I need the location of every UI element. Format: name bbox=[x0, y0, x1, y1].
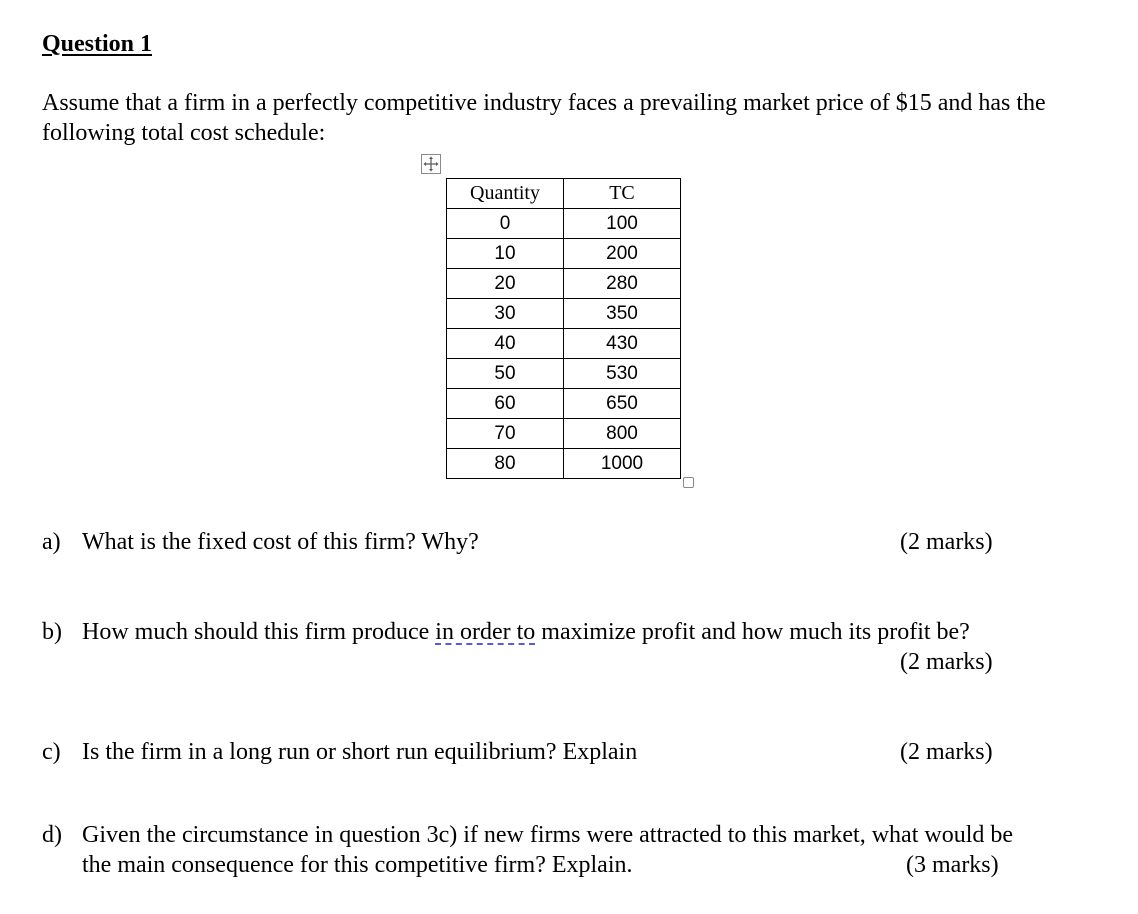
grammar-flag[interactable]: in order to bbox=[435, 619, 536, 645]
table-row bbox=[447, 389, 681, 419]
question-c-text: Is the firm in a long run or short run equilibrium? Explain bbox=[82, 739, 638, 765]
question-a-letter: a) bbox=[42, 529, 61, 555]
table-row bbox=[447, 419, 681, 449]
table-header-row bbox=[447, 179, 681, 209]
table-row bbox=[447, 269, 681, 299]
question-d-line1: Given the circumstance in question 3c) if new firms were attracted to this market, what would be bbox=[82, 822, 1014, 848]
quantity-cell: 10 bbox=[447, 239, 564, 269]
tc-cell: 650 bbox=[564, 389, 681, 419]
page-title: Question 1 bbox=[42, 31, 153, 57]
question-d-letter: d) bbox=[42, 822, 62, 848]
tc-cell: 280 bbox=[564, 269, 681, 299]
cost-table bbox=[446, 178, 681, 479]
table-row bbox=[447, 329, 681, 359]
question-c-marks: (2 marks) bbox=[900, 739, 993, 765]
tc-cell: 200 bbox=[564, 239, 681, 269]
question-d-line2: the main consequence for this competitive firm? Explain. bbox=[82, 852, 633, 878]
tc-cell: 1000 bbox=[564, 449, 681, 479]
header-quantity: Quantity bbox=[447, 179, 564, 209]
quantity-cell: 70 bbox=[447, 419, 564, 449]
table-row bbox=[447, 449, 681, 479]
question-c-letter: c) bbox=[42, 739, 61, 765]
quantity-cell: 80 bbox=[447, 449, 564, 479]
question-d-marks: (3 marks) bbox=[906, 852, 999, 878]
table-row bbox=[447, 299, 681, 329]
intro-paragraph: Assume that a firm in a perfectly competitive industry faces a prevailing market price of $15 and has the following total cost schedule: bbox=[42, 90, 1046, 146]
question-a-marks: (2 marks) bbox=[900, 529, 993, 555]
question-b-letter: b) bbox=[42, 619, 62, 645]
tc-cell: 100 bbox=[564, 209, 681, 239]
question-b-marks: (2 marks) bbox=[900, 649, 993, 675]
quantity-cell: 50 bbox=[447, 359, 564, 389]
resize-square-icon[interactable] bbox=[683, 477, 694, 488]
table-row bbox=[447, 209, 681, 239]
tc-cell: 530 bbox=[564, 359, 681, 389]
tc-cell: 800 bbox=[564, 419, 681, 449]
quantity-cell: 60 bbox=[447, 389, 564, 419]
move-arrows-icon[interactable] bbox=[421, 154, 441, 174]
table-row bbox=[447, 239, 681, 269]
quantity-cell: 20 bbox=[447, 269, 564, 299]
question-b-text bbox=[82, 617, 970, 647]
question-a-text: What is the fixed cost of this firm? Why? bbox=[82, 529, 479, 555]
quantity-cell: 0 bbox=[447, 209, 564, 239]
header-tc: TC bbox=[564, 179, 681, 209]
tc-cell: 350 bbox=[564, 299, 681, 329]
question-b-text-start: How much should this firm produce bbox=[82, 619, 436, 645]
question-b-text-end: maximize profit and how much its profit be? bbox=[535, 619, 970, 645]
quantity-cell: 40 bbox=[447, 329, 564, 359]
tc-cell: 430 bbox=[564, 329, 681, 359]
table-row bbox=[447, 359, 681, 389]
quantity-cell: 30 bbox=[447, 299, 564, 329]
